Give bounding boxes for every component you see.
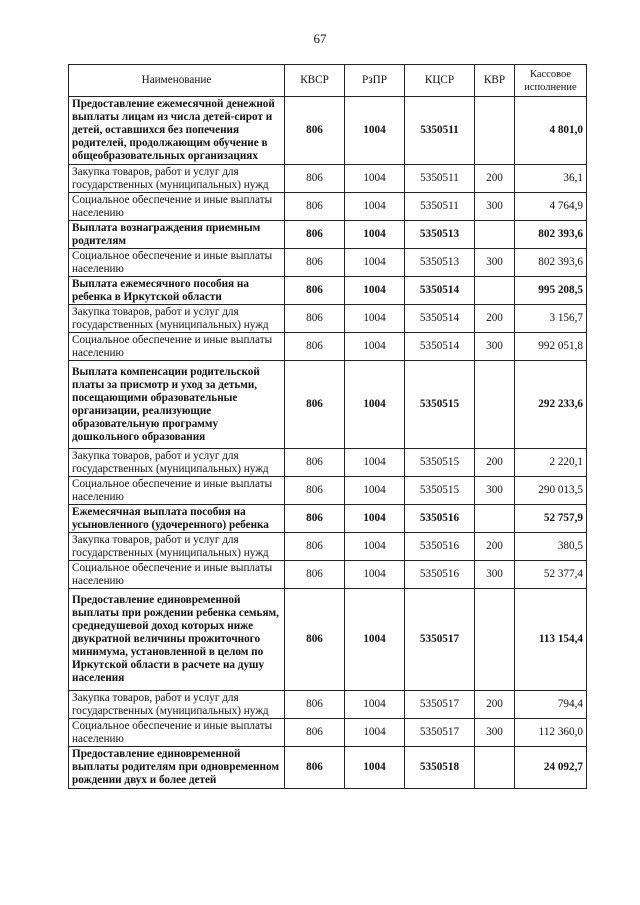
table-row (69, 691, 587, 719)
cell-kcsr: 5350511 (405, 193, 475, 221)
cell-kcsr: 5350511 (405, 97, 475, 165)
table-row (69, 333, 587, 361)
cell-amount: 290 013,5 (515, 477, 587, 505)
cell-kvr: 200 (475, 691, 515, 719)
cell-kcsr: 5350518 (405, 747, 475, 789)
cell-kvr (475, 747, 515, 789)
cell-amount: 2 220,1 (515, 449, 587, 477)
cell-kcsr: 5350514 (405, 305, 475, 333)
header-rzpr: РзПР (345, 65, 405, 97)
header-kassa: Кассовое исполнение (515, 65, 587, 97)
cell-rzpr: 1004 (345, 449, 405, 477)
cell-kvr (475, 361, 515, 449)
cell-rzpr: 1004 (345, 249, 405, 277)
cell-name: Закупка товаров, работ и услуг для государственных (муниципальных) нужд (69, 165, 285, 193)
cell-kvsr: 806 (285, 249, 345, 277)
cell-kvr (475, 97, 515, 165)
table-row (69, 589, 587, 691)
table-row (69, 505, 587, 533)
cell-kcsr: 5350516 (405, 505, 475, 533)
cell-kvr: 300 (475, 193, 515, 221)
cell-kvsr: 806 (285, 333, 345, 361)
cell-kvsr: 806 (285, 589, 345, 691)
cell-amount: 4 764,9 (515, 193, 587, 221)
table-row (69, 165, 587, 193)
cell-amount: 112 360,0 (515, 719, 587, 747)
cell-name: Закупка товаров, работ и услуг для государственных (муниципальных) нужд (69, 691, 285, 719)
table-row (69, 249, 587, 277)
cell-name: Социальное обеспечение и иные выплаты населению (69, 561, 285, 589)
cell-kvr: 200 (475, 305, 515, 333)
cell-rzpr: 1004 (345, 221, 405, 249)
cell-rzpr: 1004 (345, 533, 405, 561)
cell-kvsr: 806 (285, 277, 345, 305)
cell-rzpr: 1004 (345, 97, 405, 165)
cell-kcsr: 5350516 (405, 533, 475, 561)
cell-amount: 995 208,5 (515, 277, 587, 305)
cell-name: Социальное обеспечение и иные выплаты населению (69, 249, 285, 277)
table-body (69, 97, 587, 789)
cell-amount: 36,1 (515, 165, 587, 193)
cell-kvsr: 806 (285, 221, 345, 249)
table-row (69, 361, 587, 449)
cell-rzpr: 1004 (345, 747, 405, 789)
table-row (69, 449, 587, 477)
cell-kvsr: 806 (285, 193, 345, 221)
cell-kvsr: 806 (285, 97, 345, 165)
cell-kvr: 200 (475, 533, 515, 561)
cell-amount: 992 051,8 (515, 333, 587, 361)
cell-kcsr: 5350514 (405, 333, 475, 361)
table-row (69, 221, 587, 249)
table-row (69, 561, 587, 589)
cell-kcsr: 5350515 (405, 449, 475, 477)
cell-kvsr: 806 (285, 561, 345, 589)
cell-amount: 794,4 (515, 691, 587, 719)
cell-kvsr: 806 (285, 361, 345, 449)
cell-kvr: 200 (475, 165, 515, 193)
cell-kvsr: 806 (285, 719, 345, 747)
cell-kvr: 300 (475, 561, 515, 589)
header-name: Наименование (69, 65, 285, 97)
page-number: 67 (313, 31, 327, 46)
cell-rzpr: 1004 (345, 277, 405, 305)
cell-rzpr: 1004 (345, 719, 405, 747)
cell-kvr: 200 (475, 449, 515, 477)
cell-name: Социальное обеспечение и иные выплаты населению (69, 333, 285, 361)
cell-amount: 802 393,6 (515, 221, 587, 249)
cell-kvsr: 806 (285, 449, 345, 477)
cell-name: Закупка товаров, работ и услуг для государственных (муниципальных) нужд (69, 533, 285, 561)
cell-rzpr: 1004 (345, 691, 405, 719)
cell-kvr (475, 221, 515, 249)
table-row (69, 719, 587, 747)
cell-name: Социальное обеспечение и иные выплаты населению (69, 193, 285, 221)
cell-rzpr: 1004 (345, 333, 405, 361)
cell-kcsr: 5350515 (405, 361, 475, 449)
header-kvsr: КВСР (285, 65, 345, 97)
cell-kcsr: 5350517 (405, 589, 475, 691)
cell-rzpr: 1004 (345, 505, 405, 533)
cell-amount: 113 154,4 (515, 589, 587, 691)
header-kvr: КВР (475, 65, 515, 97)
cell-kcsr: 5350511 (405, 165, 475, 193)
cell-kvr: 300 (475, 333, 515, 361)
cell-name: Закупка товаров, работ и услуг для государственных (муниципальных) нужд (69, 449, 285, 477)
cell-kcsr: 5350513 (405, 249, 475, 277)
cell-rzpr: 1004 (345, 193, 405, 221)
cell-name: Выплата компенсации родительской платы за присмотр и уход за детьми, посещающими образовательные организации, реализующие образовательную программу дошкольного образования (69, 361, 285, 449)
cell-kcsr: 5350514 (405, 277, 475, 305)
cell-kcsr: 5350516 (405, 561, 475, 589)
cell-kcsr: 5350517 (405, 719, 475, 747)
cell-rzpr: 1004 (345, 589, 405, 691)
cell-rzpr: 1004 (345, 305, 405, 333)
cell-rzpr: 1004 (345, 361, 405, 449)
table-row (69, 305, 587, 333)
cell-kvsr: 806 (285, 533, 345, 561)
cell-name: Выплата ежемесячного пособия на ребенка в Иркутской области (69, 277, 285, 305)
table-row (69, 97, 587, 165)
cell-name: Закупка товаров, работ и услуг для государственных (муниципальных) нужд (69, 305, 285, 333)
cell-amount: 24 092,7 (515, 747, 587, 789)
cell-rzpr: 1004 (345, 477, 405, 505)
cell-amount: 52 377,4 (515, 561, 587, 589)
cell-name: Выплата вознаграждения приемным родителям (69, 221, 285, 249)
cell-kvr (475, 277, 515, 305)
cell-kvsr: 806 (285, 305, 345, 333)
cell-kvsr: 806 (285, 691, 345, 719)
cell-kvr: 300 (475, 477, 515, 505)
header-kcsr: КЦСР (405, 65, 475, 97)
cell-kcsr: 5350515 (405, 477, 475, 505)
cell-kvsr: 806 (285, 505, 345, 533)
budget-table (68, 64, 587, 789)
cell-name: Ежемесячная выплата пособия на усыновленного (удочеренного) ребенка (69, 505, 285, 533)
cell-name: Предоставление единовременной выплаты при рождении ребенка семьям, среднедушевой доход которых ниже двукратной величины прожиточного минимума, установленной в целом по Иркутской области в расчете на душу населения (69, 589, 285, 691)
cell-name: Предоставление ежемесячной денежной выплаты лицам из числа детей-сирот и детей, оставшихся без попечения родителей, продолжающим обучение в общеобразовательных организациях (69, 97, 285, 165)
cell-rzpr: 1004 (345, 165, 405, 193)
cell-amount: 4 801,0 (515, 97, 587, 165)
cell-amount: 52 757,9 (515, 505, 587, 533)
table-row (69, 477, 587, 505)
cell-amount: 292 233,6 (515, 361, 587, 449)
table-row (69, 193, 587, 221)
cell-kcsr: 5350517 (405, 691, 475, 719)
cell-amount: 380,5 (515, 533, 587, 561)
cell-name: Предоставление единовременной выплаты родителям при одновременном рождении двух и более детей (69, 747, 285, 789)
cell-amount: 802 393,6 (515, 249, 587, 277)
cell-name: Социальное обеспечение и иные выплаты населению (69, 719, 285, 747)
cell-kvsr: 806 (285, 165, 345, 193)
cell-kvr: 300 (475, 719, 515, 747)
cell-kvr: 300 (475, 249, 515, 277)
cell-kvr (475, 505, 515, 533)
cell-rzpr: 1004 (345, 561, 405, 589)
table-row (69, 533, 587, 561)
cell-kcsr: 5350513 (405, 221, 475, 249)
table-row (69, 277, 587, 305)
cell-kvsr: 806 (285, 747, 345, 789)
cell-name: Социальное обеспечение и иные выплаты населению (69, 477, 285, 505)
cell-kvsr: 806 (285, 477, 345, 505)
table-row (69, 747, 587, 789)
cell-kvr (475, 589, 515, 691)
table-header-row (69, 65, 587, 97)
cell-amount: 3 156,7 (515, 305, 587, 333)
